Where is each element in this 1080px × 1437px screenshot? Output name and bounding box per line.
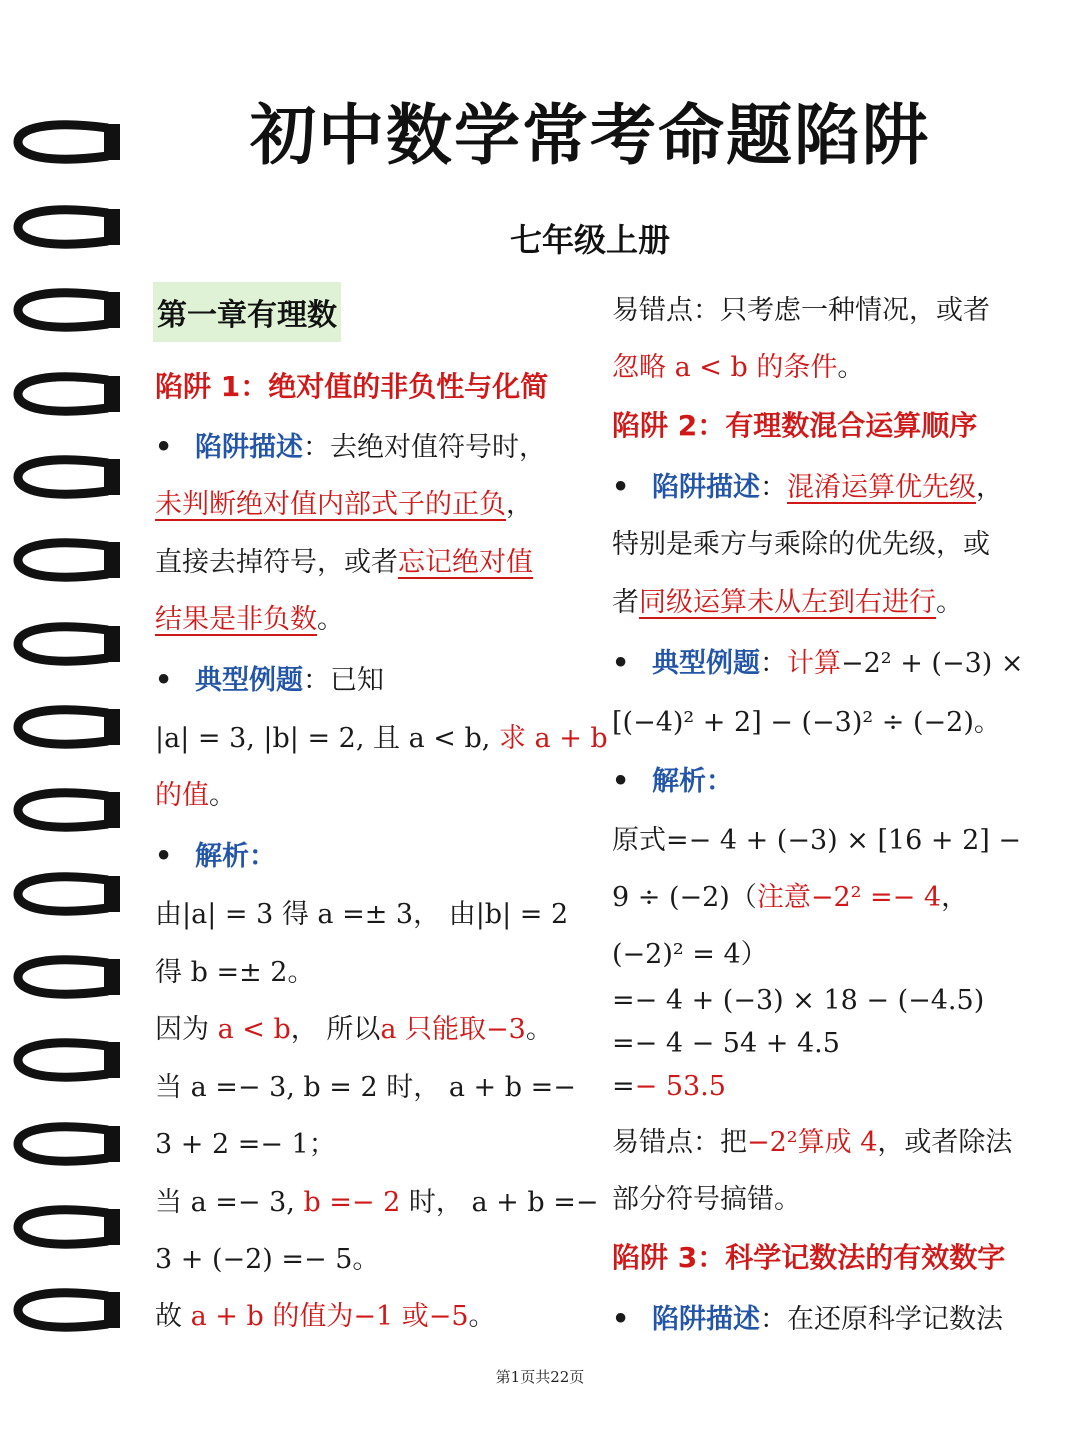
binding-ring: [8, 622, 126, 666]
bullet: •: [612, 766, 630, 797]
analysis-colon: ：: [706, 766, 733, 797]
analysis-highlight: b =− 2: [303, 1187, 401, 1218]
analysis-line: [155, 1180, 598, 1219]
analysis-text: =: [612, 1071, 635, 1102]
example-highlight: 求 a + b: [498, 723, 608, 754]
analysis-highlight: a + b 的值为−1 或−5: [190, 1301, 469, 1332]
analysis-text: 时， a + b =−: [400, 1187, 599, 1218]
example-text: ：: [760, 648, 787, 679]
page-footer: 第1页共22页: [495, 1368, 585, 1386]
desc-line-2: 特别是乘方与乘除的优先级，或: [612, 529, 990, 560]
trap-3-description: [612, 1297, 1003, 1336]
desc-text: ：去绝对值符号时，: [303, 432, 546, 463]
trap-2-pitfall-2: 部分符号搞错。: [612, 1184, 801, 1215]
pitfall-text: 易错点：把: [612, 1127, 747, 1158]
trap-2-description: [612, 465, 1003, 504]
trap-2-title: 陷阱 2：有理数混合运算顺序: [612, 409, 978, 442]
desc-text: ：: [760, 472, 787, 503]
trap-1-pitfall: 易错点：只考虑一种情况，或者: [612, 295, 990, 326]
desc-label: 陷阱描述: [652, 1304, 760, 1335]
bullet: •: [612, 472, 630, 503]
analysis-text: 故: [155, 1301, 191, 1332]
desc-highlight: 未判断绝对值内部式子的正负: [155, 489, 506, 520]
desc-highlight: 同级运算未从左到右进行: [639, 587, 936, 618]
desc-text: ：在还原科学记数法: [760, 1304, 1003, 1335]
bullet: •: [155, 665, 173, 696]
analysis-line: 当 a =− 3, b = 2 时， a + b =−: [155, 1072, 576, 1103]
pitfall-highlight: 忽略 a < b 的条件: [612, 352, 838, 383]
pitfall-text: 。: [837, 352, 865, 383]
binding-ring: [8, 705, 126, 749]
trap-1-pitfall-2: [612, 345, 864, 384]
example-line-2: [155, 716, 608, 755]
analysis-line: =− 4 − 54 + 4.5: [612, 1028, 840, 1059]
desc-line-2: [155, 482, 533, 521]
binding-ring: [8, 1038, 126, 1082]
analysis-highlight: a < b: [217, 1014, 291, 1045]
bullet: •: [612, 1304, 630, 1335]
trap-1-title: 陷阱 1：绝对值的非负性与化简: [155, 370, 549, 403]
analysis-text: ， 所以: [290, 1014, 381, 1045]
example-text: ：已知: [303, 665, 384, 696]
example-highlight: 计算: [787, 648, 841, 679]
analysis-result: [612, 1071, 726, 1102]
desc-label: 陷阱描述: [195, 432, 303, 463]
analysis-highlight: − 53.5: [634, 1071, 726, 1102]
example-label: 典型例题: [652, 648, 760, 679]
analysis-text: ，: [941, 882, 969, 913]
binding-ring: [8, 788, 126, 832]
desc-text: 。: [936, 587, 963, 618]
pitfall-text: ，或者除法: [877, 1127, 1013, 1158]
trap-1-analysis: [155, 834, 276, 873]
desc-text: 者: [612, 587, 639, 618]
binding-ring: [8, 288, 126, 332]
chapter-heading: 第一章有理数: [153, 282, 341, 342]
bullet: •: [155, 432, 173, 463]
analysis-label: 解析: [652, 766, 706, 797]
trap-1-example: [155, 658, 384, 697]
binding-ring: [8, 120, 126, 164]
binding-ring: [8, 872, 126, 916]
trap-1-description: [155, 425, 546, 464]
analysis-text: 。: [468, 1301, 496, 1332]
example-text: |a| = 3, |b| = 2, 且 a < b,: [155, 723, 499, 754]
bullet: •: [612, 648, 630, 679]
desc-text: 直接去掉符号，或者: [155, 547, 398, 578]
analysis-line: 原式=− 4 + (−3) × [16 + 2] −: [612, 825, 1022, 856]
desc-highlight: 忘记绝对值: [398, 547, 533, 578]
binding-ring: [8, 1122, 126, 1166]
example-label: 典型例题: [195, 665, 303, 696]
desc-highlight: 结果是非负数: [155, 604, 317, 635]
page-subtitle: 七年级上册: [509, 221, 670, 259]
desc-text: ，: [976, 472, 1003, 503]
binding-ring: [8, 455, 126, 499]
analysis-text: 9 ÷ (−2)（: [612, 882, 757, 913]
binding-ring: [8, 372, 126, 416]
spiral-binding: [0, 40, 135, 1400]
analysis-line: (−2)² = 4）: [612, 939, 768, 970]
desc-text: 。: [317, 604, 344, 635]
analysis-line: 3 + 2 =− 1；: [155, 1129, 336, 1160]
bullet: •: [155, 841, 173, 872]
desc-label: 陷阱描述: [652, 472, 760, 503]
analysis-text: 当 a =− 3,: [155, 1187, 304, 1218]
example-line-2: [(−4)² + 2] − (−3)² ÷ (−2)。: [612, 707, 1001, 738]
analysis-colon: ：: [249, 841, 276, 872]
binding-ring: [8, 955, 126, 999]
analysis-conclusion: [155, 1294, 496, 1333]
trap-2-example: [612, 641, 1024, 680]
analysis-highlight: 注意−2² =− 4: [756, 882, 942, 913]
example-text: 。: [209, 780, 236, 811]
trap-2-pitfall: [612, 1120, 1012, 1159]
analysis-line: [155, 1007, 553, 1046]
trap-2-analysis: [612, 759, 733, 798]
analysis-text: 因为: [155, 1014, 218, 1045]
binding-ring: [8, 1288, 126, 1332]
example-text: −2² + (−3) ×: [841, 648, 1024, 679]
desc-line-3: [155, 540, 533, 579]
analysis-line: =− 4 + (−3) × 18 − (−4.5): [612, 985, 985, 1016]
analysis-line: 由|a| = 3 得 a =± 3， 由|b| = 2: [155, 899, 569, 930]
analysis-line: 得 b =± 2。: [155, 957, 315, 988]
analysis-line: [612, 875, 968, 914]
desc-line-3: [612, 580, 963, 619]
desc-line-4: [155, 597, 344, 636]
analysis-label: 解析: [195, 841, 249, 872]
analysis-line: 3 + (−2) =− 5。: [155, 1244, 380, 1275]
analysis-text: 。: [525, 1014, 553, 1045]
binding-ring: [8, 538, 126, 582]
trap-3-title: 陷阱 3：科学记数法的有效数字: [612, 1241, 1006, 1274]
binding-ring: [8, 1205, 126, 1249]
binding-ring: [8, 205, 126, 249]
desc-text: ，: [506, 489, 533, 520]
pitfall-highlight: −2²算成 4: [747, 1127, 878, 1158]
page-title: 初中数学常考命题陷阱: [250, 97, 930, 174]
example-highlight: 的值: [155, 780, 209, 811]
example-line-3: [155, 773, 236, 812]
analysis-highlight: a 只能取−3: [380, 1014, 526, 1045]
desc-highlight: 混淆运算优先级: [787, 472, 976, 503]
